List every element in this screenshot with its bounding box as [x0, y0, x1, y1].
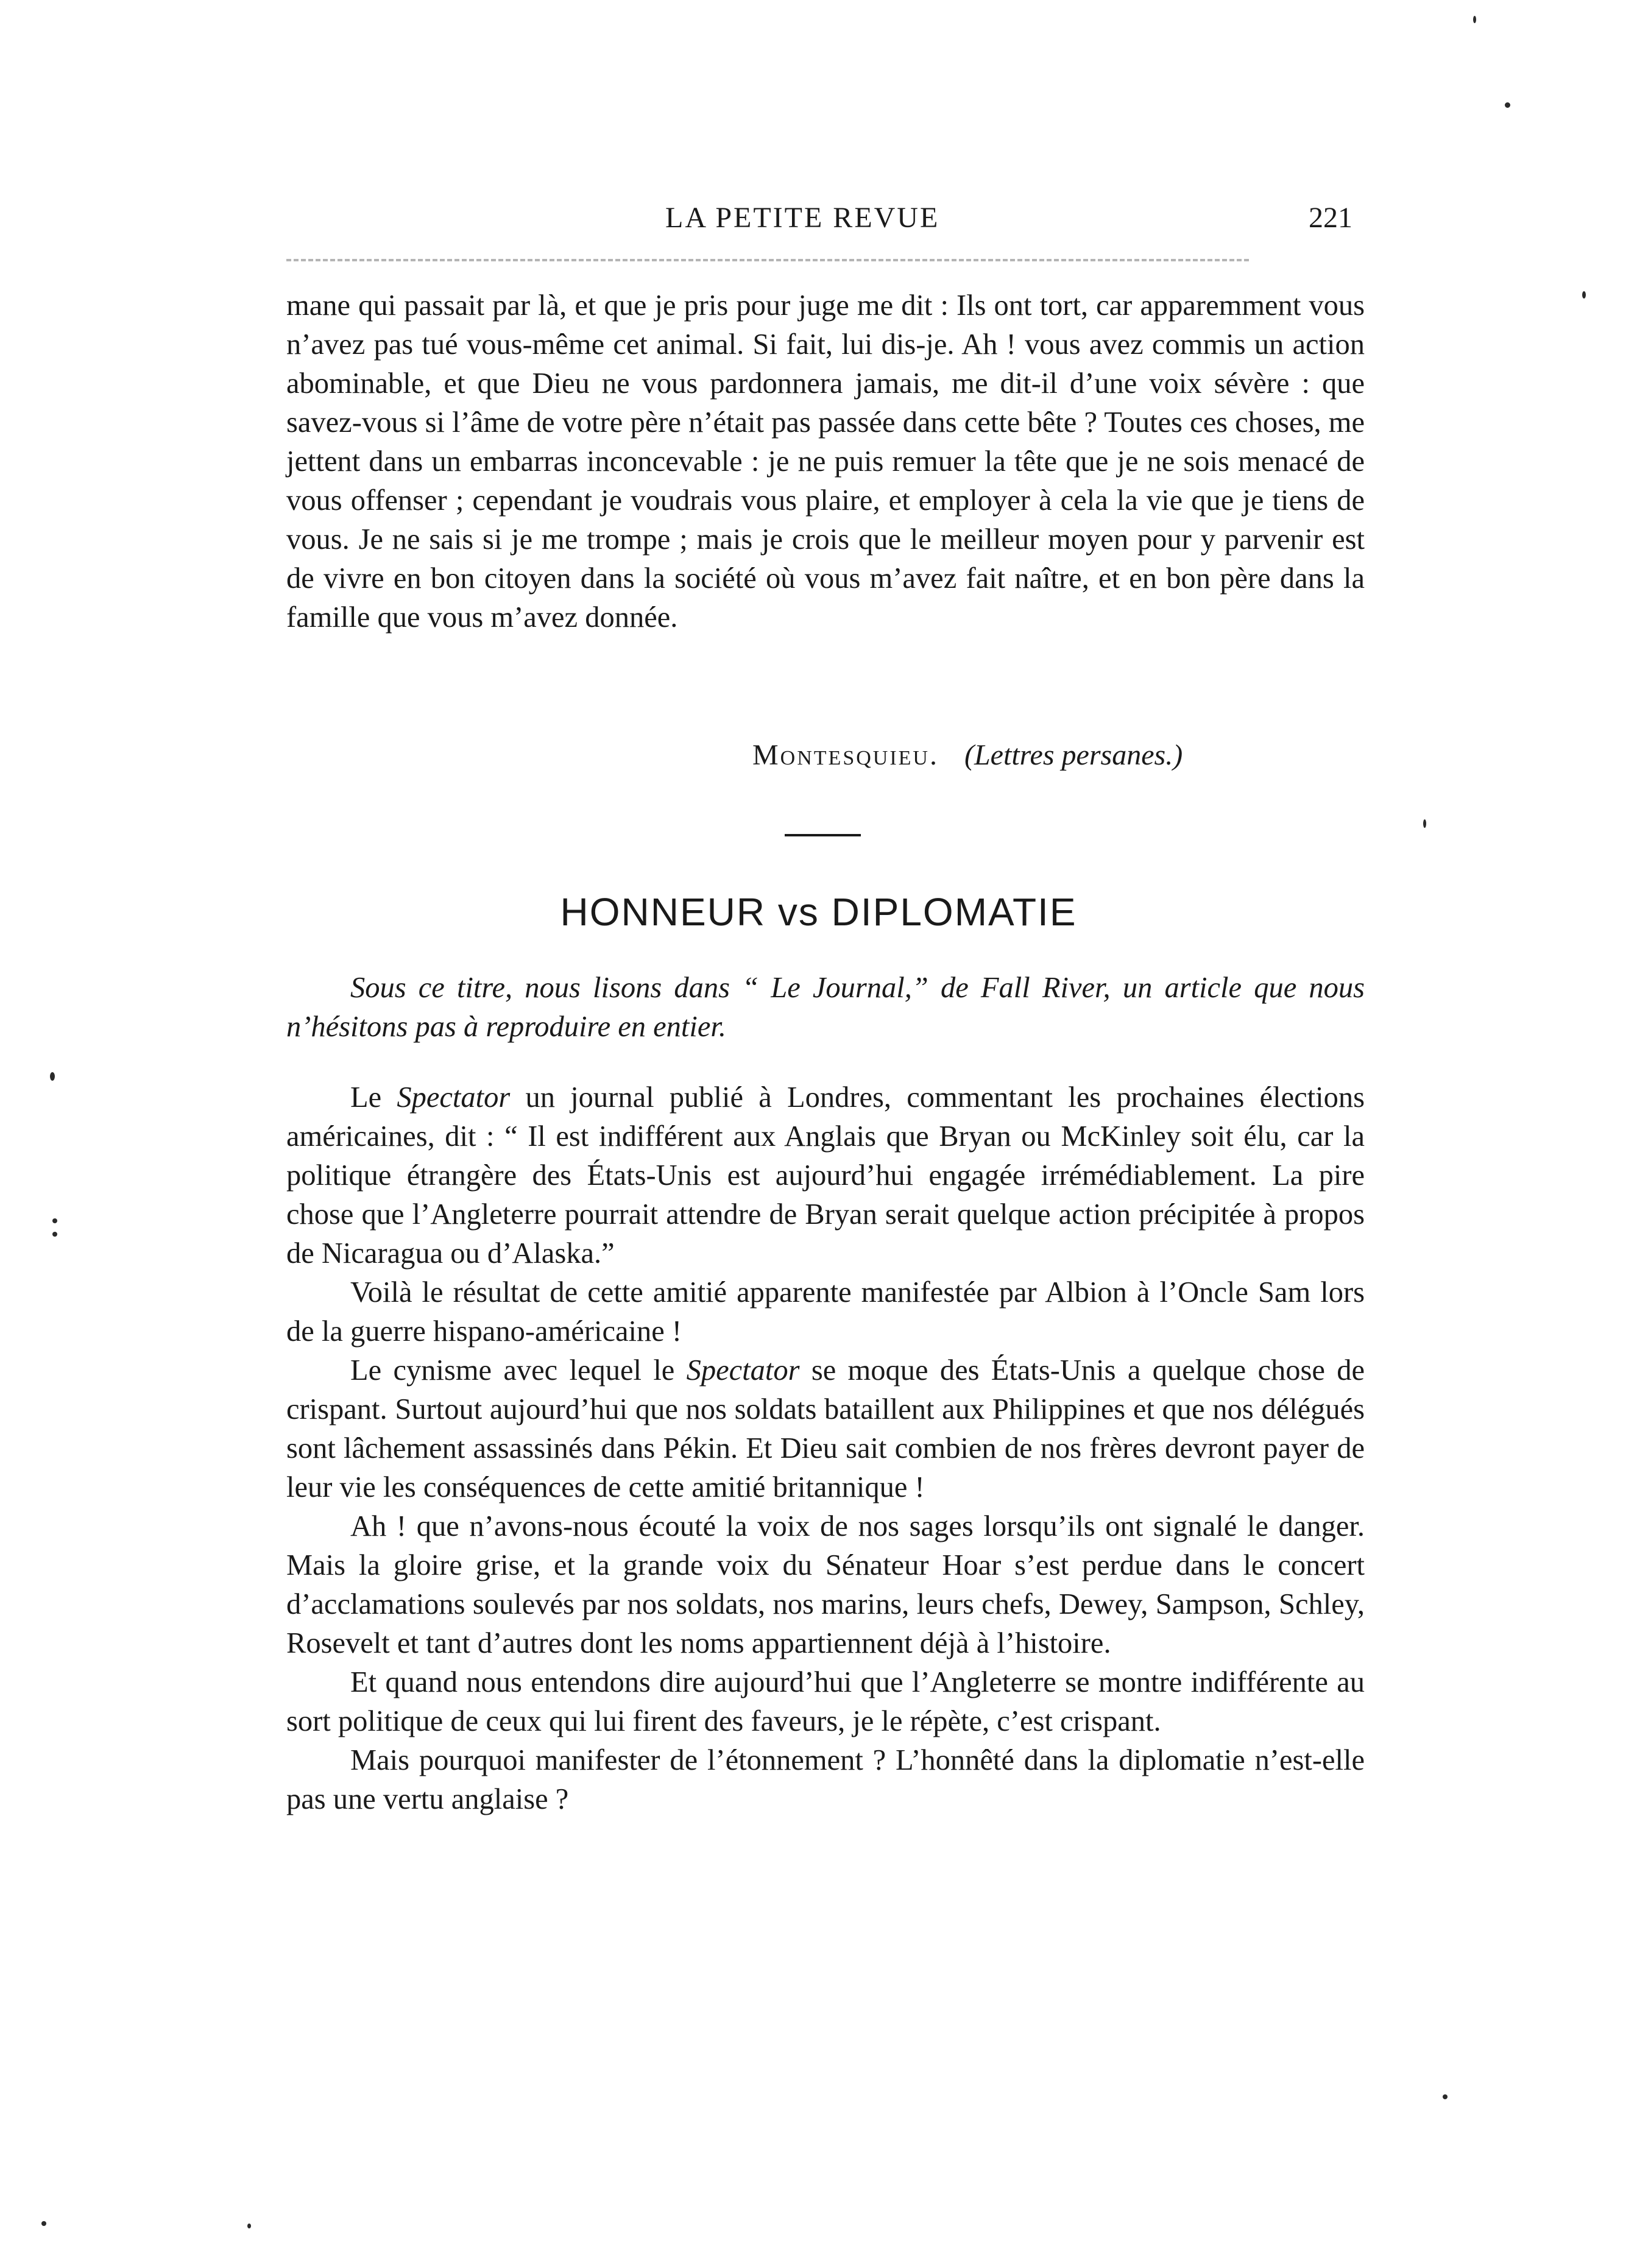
scan-speck: [1443, 2094, 1448, 2099]
article-body: [286, 1078, 1365, 1819]
p1-rest: un journal publié à Londres, commentant les prochaines élections américaines, dit : “ Il est indifférent aux Anglais que Bryan ou McKinley soit élu, car la politique étrangère des États-Unis est aujourd’hui engagée irrémédiablement. La pire chose que l’Angleterre pourrait attendre de Bryan serait quelque action précipitée à propos de Nicaragua ou d’Alaska.”: [286, 1081, 1365, 1270]
p3-start: Le cynisme avec lequel le: [350, 1354, 687, 1387]
scan-speck: [52, 1232, 57, 1237]
scan-speck: [247, 2224, 251, 2228]
article-paragraph-1: [286, 1078, 1365, 1273]
p1-start: Le: [350, 1081, 397, 1114]
article-paragraph-5: Et quand nous entendons dire aujourd’hui que l’Angleterre se montre indifférente au sort politique de ceux qui lui firent des faveurs, je le répète, c’est crispant.: [286, 1666, 1365, 1737]
scan-speck: [50, 1072, 55, 1081]
page-header: [0, 201, 1637, 244]
article-intro: [286, 969, 1365, 1047]
p3-rest: se moque des États-Unis a quelque chose de crispant. Surtout aujourd’hui que nos soldats bataillent aux Philippines et que nos délégués sont lâchement assassinés dans Pékin. Et Dieu sait combien de nos frères devront payer de leur vie les conséquences de cette amitié britannique !: [286, 1354, 1365, 1503]
article-title: HONNEUR vs DIPLOMATIE: [560, 890, 1077, 934]
article-paragraph-4: Ah ! que n’avons-nous écouté la voix de nos sages lorsqu’ils ont signalé le danger. Mais la gloire grise, et la grande voix du Sénateur Hoar s’est perdue dans le concert d’acclamations soulevés par nos soldats, nos marins, leurs chefs, Dewey, Sampson, Schley, Rosevelt et tant d’autres dont les noms appartiennent déjà à l’histoire.: [286, 1510, 1365, 1659]
page-number: 221: [1309, 202, 1352, 234]
article-paragraph-3: [286, 1351, 1365, 1507]
scan-speck: [52, 1218, 57, 1223]
scan-speck: [1505, 102, 1510, 108]
header-rule: [286, 259, 1249, 261]
signature-source: (Lettres persanes.): [964, 739, 1183, 771]
scan-speck: [1582, 291, 1586, 299]
article-paragraph-2: Voilà le résultat de cette amitié apparente manifestée par Albion à l’Oncle Sam lors de la guerre hispano-américaine !: [286, 1276, 1365, 1348]
continued-paragraph: mane qui passait par là, et que je pris pour juge me dit : Ils ont tort, car apparemment vous n’avez pas tué vous-même cet animal. Si fait, lui dis-je. Ah ! vous avez commis un action abominable, et que Dieu ne vous pardonnera jamais, me dit-il d’une voix sévère : que savez-vous si l’âme de votre père n’était pas passée dans cette bête ? Toutes ces choses, me jettent dans un embarras inconcevable : je ne puis remuer la tête que je ne sois menacé de vous offenser ; cependant je voudrais vous plaire, et employer à cela la vie que je tiens de vous. Je ne sais si je me trompe ; mais je crois que le meilleur moyen pour y parvenir est de vivre en bon citoyen dans la société où vous m’avez fait naître, et en bon père dans la famille que vous m’avez donnée.: [286, 289, 1365, 634]
intro-text: Sous ce titre, nous lisons dans “ Le Journal,” de Fall River, un article que nous n’hésitons pas à reproduire en entier.: [286, 972, 1365, 1043]
article-paragraph-6: Mais pourquoi manifester de l’étonnement ? L’honnêté dans la diplomatie n’est-elle pas une vertu anglaise ?: [286, 1744, 1365, 1815]
p3-emphasis: Spectator: [686, 1354, 800, 1387]
scan-speck: [1473, 16, 1476, 23]
scan-speck: [41, 2221, 46, 2226]
running-title: LA PETITE REVUE: [665, 202, 940, 234]
signature: [752, 738, 1183, 772]
section-separator: [785, 834, 861, 836]
continued-text: [286, 286, 1365, 637]
scan-speck: [1423, 819, 1426, 828]
signature-author: Montesquieu.: [752, 739, 939, 771]
p1-emphasis: Spectator: [397, 1081, 511, 1114]
